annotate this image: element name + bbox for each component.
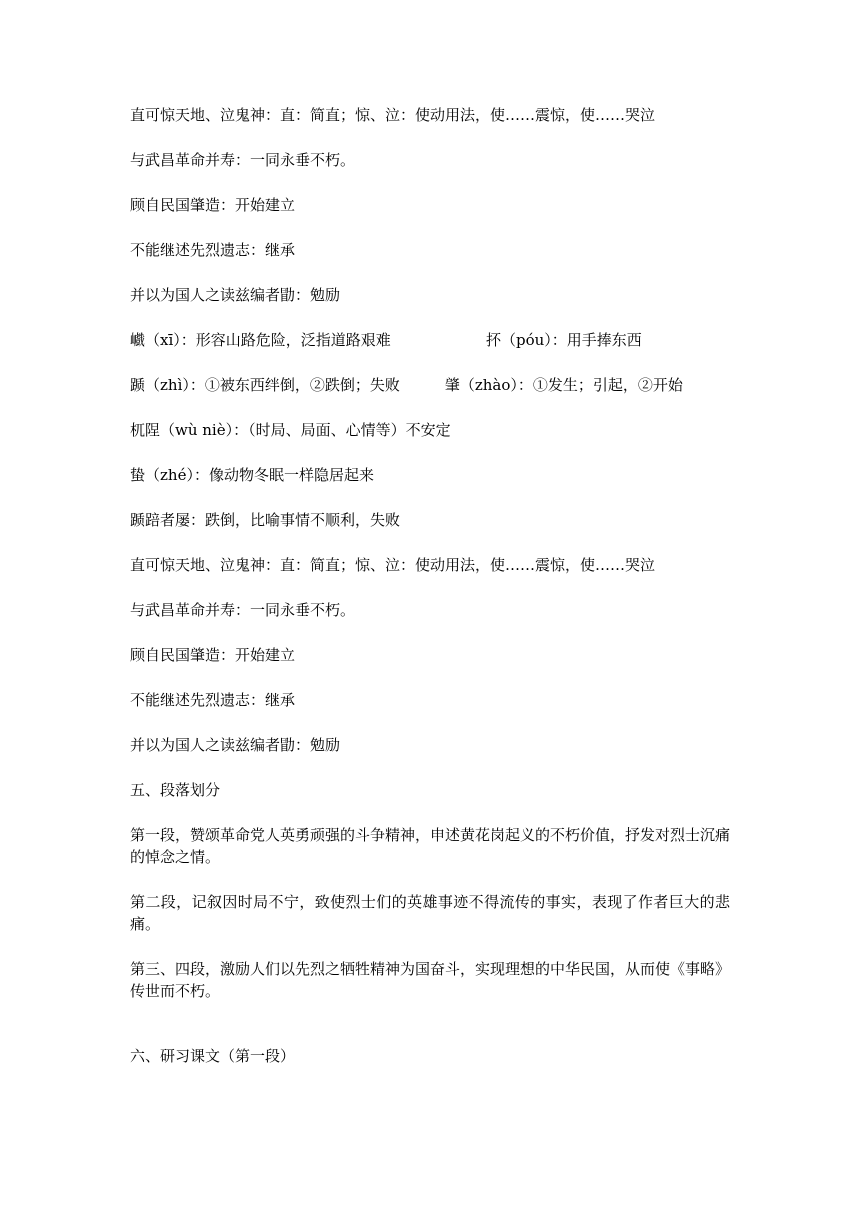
annotation-line: 并以为国人之读兹编者勖：勉励: [130, 286, 341, 304]
annotation-line: 并以为国人之读兹编者勖：勉励: [130, 736, 341, 754]
paragraph: 第三、四段，激励人们以先烈之牺牲精神为国奋斗，实现理想的中华民国，从而使《事略》传世而不朽。: [130, 960, 731, 1000]
annotation-line: 与武昌革命并寿：一同永垂不朽。: [130, 601, 356, 619]
vocabulary-entry: 抔（póu）：用手捧东西: [486, 331, 642, 349]
annotation-line: 与武昌革命并寿：一同永垂不朽。: [130, 151, 356, 169]
annotation-line: 直可惊天地、泣鬼神：直：简直；惊、泣：使动用法，使……震惊，使……哭泣: [130, 106, 656, 124]
section-heading: 五、段落划分: [130, 781, 221, 799]
annotation-line: 杌陧（wù niè）：（时局、局面、心情等）不安定: [130, 421, 451, 439]
annotation-line: 顾自民国肇造：开始建立: [130, 196, 296, 214]
annotation-line: 蛰（zhé）：像动物冬眠一样隐居起来: [130, 466, 374, 484]
annotation-line: 顾自民国肇造：开始建立: [130, 646, 296, 664]
annotation-line: 不能继述先烈遗志：继承: [130, 241, 296, 259]
spacer: [130, 1025, 730, 1045]
annotation-line: 不能继述先烈遗志：继承: [130, 691, 296, 709]
paragraph: 第一段，赞颂革命党人英勇顽强的斗争精神，申述黄花岗起义的不朽价值，抒发对烈士沉痛的悼念之情。: [130, 826, 731, 866]
paragraph: 第二段，记叙因时局不宁，致使烈士们的英雄事迹不得流传的事实，表现了作者巨大的悲痛。: [130, 893, 730, 933]
annotation-line: 直可惊天地、泣鬼神：直：简直；惊、泣：使动用法，使……震惊，使……哭泣: [130, 556, 656, 574]
vocabulary-pair-wrapped: 踬（zhì）：①被东西绊倒，②跌倒；失败 肇（zhào）：①发生；引起，②开始: [130, 376, 683, 394]
section-heading: 六、研习课文（第一段）: [130, 1047, 296, 1065]
vocabulary-entry: 巇（xī）：形容山路危险，泛指道路艰难: [130, 331, 391, 349]
annotation-line: 踬踣者屡：跌倒，比喻事情不顺利，失败: [130, 511, 401, 529]
document-page: [130, 104, 730, 1090]
vocabulary-pair: [130, 329, 730, 351]
